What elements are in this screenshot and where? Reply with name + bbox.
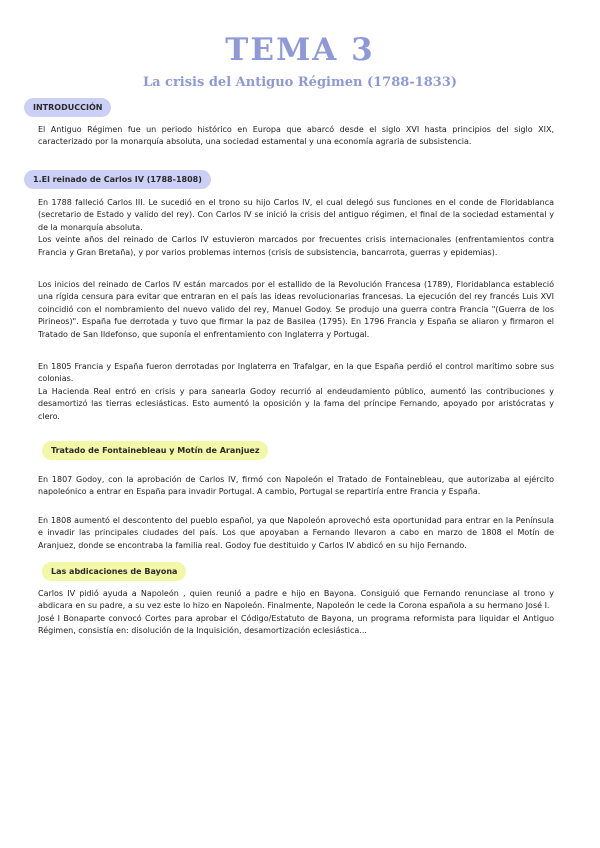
paragraph-fontainebleau-2 bbox=[38, 515, 554, 552]
paragraph-bayona bbox=[38, 588, 554, 638]
paragraph-text: En 1807 Godoy, con la aprobación de Carlos IV, firmó con Napoleón el Tratado de Fontainebleau, que autorizaba al ejército napoleónico a entrar en España para invadir Portugal. A cambio, Portugal se repartiría entre Francia y España. bbox=[38, 475, 554, 497]
page-subtitle: La crisis del Antiguo Régimen (1788-1833) bbox=[142, 75, 458, 90]
paragraph-text: Los veinte años del reinado de Carlos IV estuvieron marcados por frecuentes crisis internacionales (enfrentamientos contra Francia y Gran Bretaña), y por varios problemas internos (crisis de subsistencia, bancarrota, guerras y epidemias). bbox=[38, 235, 554, 257]
paragraph-intro bbox=[38, 124, 554, 149]
section-label-carlos-iv: 1.El reinado de Carlos IV (1788-1808) bbox=[24, 170, 211, 189]
paragraph-text: José I Bonaparte convocó Cortes para aprobar el Código/Estatuto de Bayona, un programa reformista para liquidar el Antiguo Régimen, consistía en: disolución de la Inquisición, desamortización eclesiástica... bbox=[38, 613, 554, 636]
paragraph-text: La Hacienda Real entró en crisis y para sanearla Godoy recurrió al endeudamiento público, aumentó las contribuciones y desamortizó las tierras eclesiásticas. Esto aumentó la oposición y la fama del príncipe Fernando, apoyado por aristócratas y clero. bbox=[38, 386, 554, 421]
paragraph-text: En 1788 falleció Carlos III. Le sucedió en el trono su hijo Carlos IV, el cual delegó sus funciones en el conde de Floridablanca (secretario de Estado y valido del rey). Con Carlos IV se inició la crisis del antiguo régimen, el final de la sociedad estamental y de la monarquía absoluta. bbox=[38, 198, 554, 232]
paragraph-carlos-3 bbox=[38, 361, 554, 423]
paragraph-text: En 1808 aumentó el descontento del pueblo español, ya que Napoleón aprovechó esta oportunidad para entrar en la Península e invadir las principales ciudades del país. Los que apoyaban a Fernando llevaron a cabo en marzo de 1808 el Motín de Aranjuez, donde se encontraba la familia real. Godoy fue destituido y Carlos IV abdicó en su hijo Fernando. bbox=[38, 516, 554, 550]
paragraph-carlos-1 bbox=[38, 197, 554, 259]
paragraph-text: Carlos IV pidió ayuda a Napoleón , quien reunió a padre e hijo en Bayona. Consiguió que Fernando renunciase al trono y abdicara en su padre, a su vez este lo hizo en Napoleón. Finalmente, Napoleón le cede la Corona española a su hermano José I. bbox=[38, 589, 554, 611]
section-label-bayona: Las abdicaciones de Bayona bbox=[42, 562, 186, 581]
paragraph-carlos-2 bbox=[38, 279, 554, 341]
paragraph-text: Los inicios del reinado de Carlos IV están marcados por el estallido de la Revolución Francesa (1789), Floridablanca estableció una rígida censura para evitar que entraran en el país las ideas revolucionarias francesas. La ejecución del rey francés Luis XVI coincidió con el nombramiento del nuevo valido del rey, Manuel Godoy. Se produjo una guerra contra Francia "(Guerra de los Pirineos)". España fue derrotada y tuvo que firmar la paz de Basilea (1795). En 1796 Francia y España se aliaron y firmaron el Tratado de San Ildefonso, que suponía el enfrentamiento con Inglaterra y Portugal. bbox=[38, 280, 554, 339]
paragraph-text: En 1805 Francia y España fueron derrotadas por Inglaterra en Trafalgar, en la que España perdió el control marítimo sobre sus colonias. bbox=[38, 362, 554, 384]
page-title: TEMA 3 bbox=[225, 32, 375, 68]
paragraph-fontainebleau-1 bbox=[38, 474, 554, 499]
paragraph-text: El Antiguo Régimen fue un periodo histórico en Europa que abarcó desde el siglo XVI hasta principios del siglo XIX, caracterizado por la monarquía absoluta, una sociedad estamental y una economía agraria de subsistencia. bbox=[38, 125, 554, 147]
section-label-fontainebleau: Tratado de Fontainebleau y Motín de Aranjuez bbox=[42, 441, 268, 460]
section-label-introduccion: INTRODUCCIÓN bbox=[24, 98, 111, 117]
